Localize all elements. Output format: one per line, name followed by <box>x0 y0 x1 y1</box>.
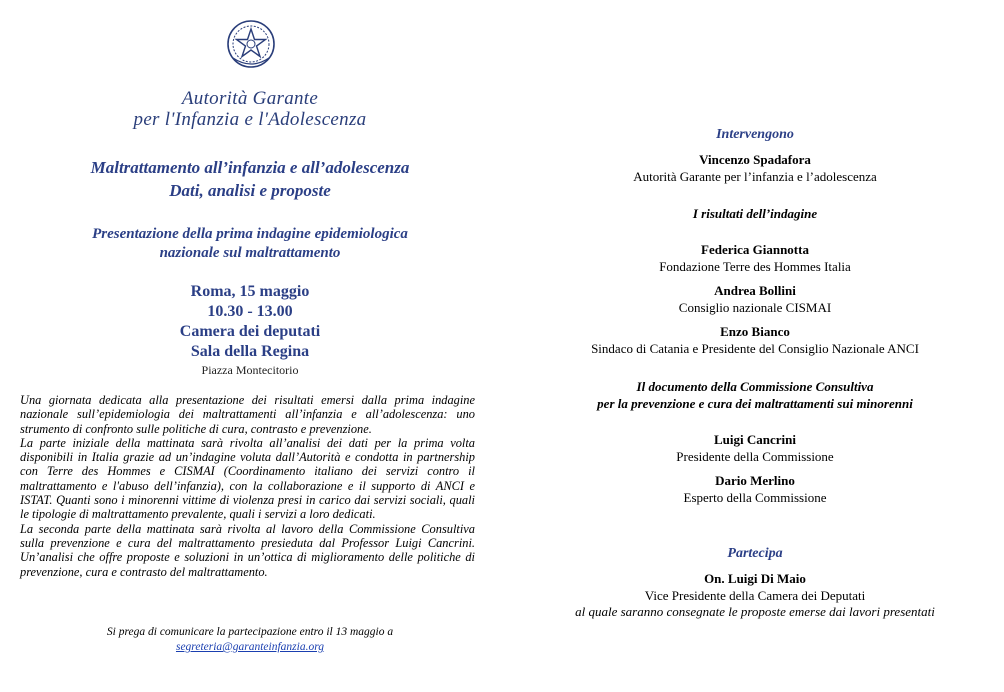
document-heading-line-1: Il documento della Commissione Consultiva <box>636 379 874 394</box>
title-line-1: Maltrattamento all’infanzia e all’adolescenza <box>90 158 410 177</box>
speaker-3-name: Andrea Bollini <box>714 283 796 298</box>
speaker-2-role: Fondazione Terre des Hommes Italia <box>659 259 851 274</box>
authority-logo-text <box>120 88 380 130</box>
partecipa-heading: Partecipa <box>727 546 783 561</box>
speaker-7-role: Vice Presidente della Camera dei Deputati <box>644 588 866 603</box>
speaker-1-role: Autorità Garante per l’infanzia e l’adolescenza <box>633 169 877 184</box>
rsvp-email-link[interactable]: segreteria@garanteinfanzia.org <box>175 641 325 653</box>
speaker-7-name: On. Luigi Di Maio <box>704 571 806 586</box>
event-venue: Camera dei deputati <box>179 323 321 340</box>
description-paragraph-3: La seconda parte della mattinata sarà rivolta al lavoro della Commissione Consultiva sulla prevenzione e cura del maltrattamento presieduta dal Professor Luigi Cancrini. Un’analisi che offre proposte e soluzioni in un’ottica di miglioramento delle politiche di prevenzione, cura e contrasto del maltrattamento. <box>20 521 475 579</box>
speaker-6-role: Esperto della Commissione <box>683 490 827 505</box>
event-details <box>60 282 440 378</box>
title-line-2: Dati, analisi e proposte <box>169 181 331 200</box>
results-heading: I risultati dell’indagine <box>692 206 818 221</box>
rsvp-note: Si prega di comunicare la partecipazione entro il 13 maggio a <box>106 626 394 638</box>
speaker-1-name: Vincenzo Spadafora <box>699 152 811 167</box>
speaker-5-role: Presidente della Commissione <box>676 449 834 464</box>
speaker-4-role: Sindaco di Catania e Presidente del Consiglio Nazionale ANCI <box>591 341 919 356</box>
document-heading-line-2: per la prevenzione e cura dei maltrattamenti sui minorenni <box>597 396 913 411</box>
speaker-3-role: Consiglio nazionale CISMAI <box>678 300 832 315</box>
event-date: Roma, 15 maggio <box>190 283 310 300</box>
event-square: Piazza Montecitorio <box>201 363 299 377</box>
speaker-5-name: Luigi Cancrini <box>714 432 796 447</box>
speaker-2-name: Federica Giannotta <box>701 242 809 257</box>
italian-republic-emblem-icon <box>225 18 277 70</box>
event-description <box>20 393 475 579</box>
logo-line-2: per l'Infanzia e l'Adolescenza <box>133 109 367 130</box>
speaker-6-name: Dario Merlino <box>715 473 795 488</box>
event-time: 10.30 - 13.00 <box>207 303 293 320</box>
event-room: Sala della Regina <box>190 343 310 360</box>
closing-line: al quale saranno consegnate le proposte emerse dai lavori presentati <box>575 604 935 619</box>
event-title <box>30 156 470 202</box>
subtitle-line-1: Presentazione della prima indagine epidemiologica <box>92 226 408 242</box>
subtitle-line-2: nazionale sul maltrattamento <box>159 245 341 261</box>
event-subtitle <box>30 225 470 263</box>
logo-line-1: Autorità Garante <box>181 88 319 109</box>
description-paragraph-2: La parte iniziale della mattinata sarà rivolta all’analisi dei dati per la prima volta disponibili in Italia grazie ad un’indagine voluta dall’Autorità e condotta in partnership con Terre des Hommes e CISMAI (Coordinamento italiano dei servizi contro il maltrattamento e l'abuso dell’infanzia), con la collaborazione e il supporto di ANCI e ISTAT. Quanti sono i minorenni vittime di violenza presi in carico dai servizi sociali, quali le tipologie di maltrattamento prevalente, quali i servizi a loro dedicati. <box>20 435 475 522</box>
rsvp-footer <box>60 625 440 655</box>
speaker-4-name: Enzo Bianco <box>720 324 790 339</box>
intervengono-heading: Intervengono <box>716 127 794 142</box>
description-paragraph-1: Una giornata dedicata alla presentazione dei risultati emersi dalla prima indagine nazionale sull’epidemiologia dei maltrattamenti all’infanzia e all’adolescenza: uno strumento di confronto sulle politiche di cura, contrasto e prevenzione. <box>20 393 475 436</box>
